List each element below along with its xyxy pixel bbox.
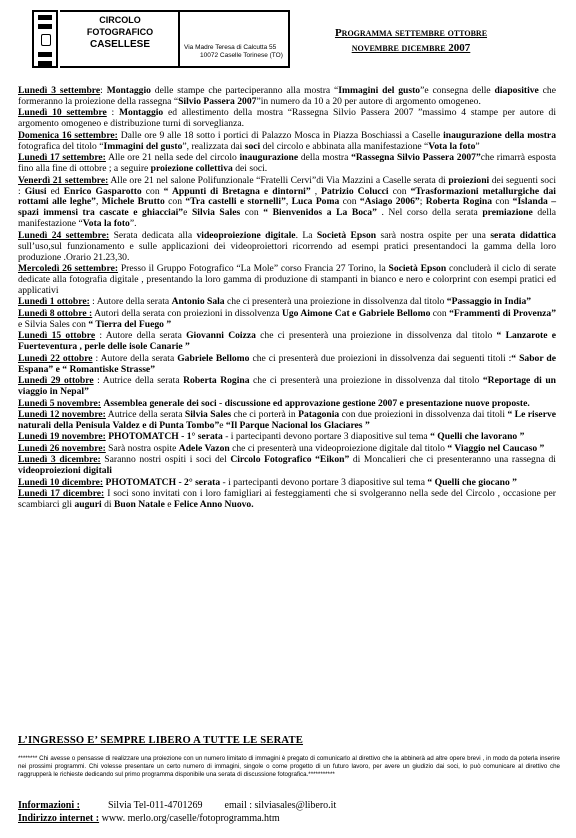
event-date: Lunedì 29 ottobre: [18, 375, 94, 387]
event-text: - i partecipanti devono portare 3 diapositive sul tema: [220, 476, 428, 488]
event-text: di Moncalieri che ci presenteranno una rassegna di: [349, 454, 556, 466]
event-date: Mercoledì 26 settembre:: [18, 263, 119, 275]
contact-info: [18, 800, 336, 825]
event-item: [18, 331, 556, 353]
event-text: diapositive: [494, 85, 539, 96]
event-text: con: [164, 196, 186, 208]
logo-line-1: CIRCOLO: [99, 15, 141, 25]
event-text: Patagonia: [298, 409, 340, 420]
event-text: che ci presenterà una videoproiezione digitale dal titolo: [229, 442, 448, 454]
event-text: fotografica del titolo “: [18, 140, 104, 152]
event-text: auguri: [74, 499, 102, 511]
event-text: che ci presenterà due proiezioni in dissolvenza dai seguenti titoli :: [249, 352, 512, 364]
event-text: ed allestimento della mostra “Rassegna Silvio Passera 2007 ”massimo 4 stampe per autore di argomento omogeneo e distribuzione turni di sorveglianza.: [18, 107, 557, 130]
film-strip-icon: [32, 10, 58, 68]
event-text: PHOTOMATCH - 1° serata: [108, 431, 223, 443]
event-date: Lunedì 17 settembre:: [18, 152, 106, 164]
event-text: che ci presenterà una proiezione in dissolvenza dal titolo: [224, 296, 447, 308]
event-item: [18, 399, 556, 410]
event-text: Sarà nostra ospite: [105, 442, 179, 454]
event-date: Lunedì 5 novembre:: [18, 397, 101, 409]
event-text: Società Epson: [388, 263, 447, 275]
event-text: della manifestazione “: [18, 207, 556, 230]
event-text: Saranno nostri ospiti i soci del: [100, 454, 231, 466]
event-text: ”.: [129, 218, 137, 230]
event-date: Lunedì 10 dicembre:: [18, 476, 104, 488]
event-text: che ci presenterà una proiezione in dissolvenza dal titolo: [249, 375, 483, 387]
event-item: [18, 231, 556, 264]
event-text: Immagini del gusto: [103, 140, 183, 152]
event-text: ”, realizzata dai: [182, 140, 245, 152]
event-text: I soci sono invitati con i loro famigliari ai festeggiamenti che si svolgeranno nella sede del Circolo , occasione per scambiarci gli: [18, 488, 556, 511]
event-item: [18, 176, 556, 231]
event-item: [18, 264, 556, 297]
event-date: Lunedì 3 settembre: [18, 85, 101, 96]
event-item: [18, 444, 556, 455]
info-label: Informazioni :: [18, 800, 80, 811]
event-text: Circolo Fotografico “Eikon”: [230, 454, 350, 466]
event-text: “ Le riserve naturali della Penisula Valdez e di Punta Tombo”: [18, 409, 557, 431]
event-text: proiezione collettiva: [150, 163, 233, 175]
event-text: : Autore della serata: [92, 352, 178, 364]
event-text: che formeranno la proiezione della rassegna “: [18, 85, 556, 107]
event-text: Gabriele Bellomo: [177, 352, 250, 364]
event-text: Serata dedicata alla: [109, 229, 197, 241]
event-date: Lunedì 19 novembre:: [18, 431, 106, 443]
event-text: Buon Natale: [113, 499, 165, 511]
event-text: con: [339, 196, 360, 208]
event-text: “Tra castelli e stornelli”: [185, 196, 286, 208]
header: [26, 6, 556, 74]
event-text: della mostra: [298, 152, 352, 164]
event-text: Montaggio: [106, 85, 151, 96]
event-text: Dalle ore 9 alle 18 sotto i portici di Palazzo Mosca in Piazza Boschiassi a Caselle: [117, 129, 444, 141]
event-text: “Rassegna Silvio Passera 2007”: [351, 152, 481, 164]
event-text: che ci presenterà una proiezione in dissolvenza dal titolo: [255, 330, 497, 342]
event-text: e: [219, 419, 226, 431]
free-entry-notice: L’INGRESSO E’ SEMPRE LIBERO A TUTTE LE SERATE: [18, 735, 304, 746]
event-text: “ Bienvenidos a La Boca”: [263, 207, 377, 219]
event-text: soci: [244, 140, 261, 152]
event-text: Roberta Rogina: [425, 196, 493, 208]
event-text: con: [430, 307, 450, 319]
club-address-city: 10072 Caselle Torinese (TO): [200, 52, 283, 59]
event-text: Enrico Gasparotto: [63, 185, 142, 197]
event-text: sarà nostra ospite per una: [376, 229, 491, 241]
event-text: “ Lanzarote e Fuerteventura , perle delle isole Canarie ”: [18, 330, 556, 353]
event-text: Michele Brutto: [101, 196, 165, 208]
event-text: proiezioni: [448, 174, 490, 186]
logo-line-2: FOTOGRAFICO: [86, 27, 154, 37]
event-date: Lunedì 3 dicembre:: [18, 454, 101, 466]
event-text: “ Tierra del Fuego ”: [88, 318, 172, 330]
event-text: e: [164, 499, 174, 511]
event-text: Roberta Rogina: [183, 375, 250, 387]
event-item: [18, 410, 556, 432]
event-text: Silvio Passera 2007: [178, 95, 257, 107]
event-text: Antonio Sala: [171, 296, 225, 308]
event-text: Presso il Gruppo Fotografico “La Mole” corso Francia 27 Torino, la: [118, 263, 389, 275]
website-link[interactable]: www. merlo.org/caselle/fotoprogramma.htm: [101, 812, 280, 824]
event-text: . Nel corso della serata: [376, 207, 483, 219]
event-date: Lunedì 10 settembre: [18, 107, 107, 119]
event-item: [18, 131, 556, 153]
info-contact: Silvia Tel-011-4701269: [107, 800, 203, 811]
event-item: [18, 86, 556, 108]
club-address-street: Via Madre Teresa di Calcutta 55: [184, 44, 277, 51]
info-email[interactable]: email : silviasales@libero.it: [224, 800, 337, 811]
event-text: Vota la foto: [82, 218, 130, 230]
page-title-line-1: Programma settembre ottobre: [334, 27, 488, 39]
event-item: [18, 376, 556, 398]
event-date: Lunedì 17 dicembre:: [18, 488, 105, 500]
event-item: [18, 478, 556, 489]
logo-line-3: CASELLESE: [89, 39, 150, 50]
event-text: Silvia Sales: [191, 207, 241, 219]
event-text: Montaggio: [118, 107, 164, 119]
event-item: [18, 432, 556, 443]
event-text: dei soci.: [232, 163, 268, 175]
event-text: Giusi: [24, 185, 47, 197]
event-text: ”in numero da 10 a 20 per autore di argomento omogeneo.: [256, 95, 481, 107]
event-text: premiazione: [482, 207, 533, 219]
event-text: Società Epson: [316, 229, 377, 241]
event-text: “ Quelli che giocano ”: [427, 476, 517, 488]
event-item: [18, 489, 556, 511]
event-text: Adele Vazon: [178, 442, 230, 454]
event-text: Giovanni Coizza: [186, 330, 256, 342]
event-text: videoproiezioni digitali: [18, 465, 112, 477]
event-item: [18, 455, 556, 477]
event-date: Domenica 16 settembre:: [18, 129, 118, 141]
event-text: Felice Anno Nuovo.: [173, 499, 254, 511]
event-text: videoproiezione digitale: [196, 229, 296, 241]
event-text: PHOTOMATCH - 2° serata: [105, 476, 221, 488]
event-text: Assemblea generale dei soci - discussione ed approvazione gestione 2007 e presentazione nuove proposte.: [103, 397, 530, 409]
event-text: “ Quelli che lavorano ”: [430, 431, 525, 443]
event-text: “ Sabor de Espana” e “ Romantiske Strasse”: [18, 352, 556, 375]
event-date: Lunedì 1 ottobre:: [18, 296, 90, 308]
event-text: “Passaggio in India”: [446, 296, 532, 308]
event-item: [18, 108, 556, 130]
event-list: [18, 86, 556, 512]
event-text: Alle ore 21 nella sede del circolo: [105, 152, 240, 164]
event-date: Lunedì 15 ottobre: [18, 330, 96, 342]
event-text: Silvia Sales: [184, 409, 232, 420]
event-text: “ Appunti di Bretagna e dintorni”: [163, 185, 311, 197]
event-text: : Autrice della serata: [93, 375, 184, 387]
event-text: con: [141, 185, 164, 197]
event-date: Venerdì 21 settembre:: [18, 174, 109, 186]
event-text: ;: [419, 196, 426, 208]
event-text: e: [183, 207, 192, 219]
event-text: :: [106, 107, 119, 119]
event-text: ,: [310, 185, 322, 197]
site-label: Indirizzo internet :: [18, 812, 100, 824]
event-text: ”: [475, 140, 480, 152]
event-text: Immagini del gusto: [338, 85, 421, 96]
club-logo: [32, 10, 290, 70]
event-text: . La: [295, 229, 317, 241]
event-text: sull’uso,sul funzionamento e sulle applicazioni dei videoproiettori ricorrendo ad esempi pratici presentandoci la gamma della loro produzione .Orario 21.23,30.: [18, 240, 556, 263]
event-text: con: [240, 207, 264, 219]
event-text: Autrice della serata: [105, 409, 185, 420]
event-item: [18, 297, 556, 308]
event-text: - i partecipanti devono portare 3 diapositive sul tema: [222, 431, 431, 443]
event-text: “Trasformazioni metallurgiche dai rottami alle leghe”: [18, 185, 556, 208]
event-text: e Silvia Sales con: [18, 318, 89, 330]
event-item: [18, 309, 556, 331]
event-date: Lunedì 22 ottobre: [18, 352, 93, 364]
event-text: ”e consegna delle: [420, 85, 495, 96]
event-text: del circolo e abbinata alla manifestazione “: [260, 140, 429, 152]
event-text: “Il Parque Nacional los Glaciares ”: [225, 419, 370, 431]
event-date: Lunedì 24 settembre:: [18, 229, 110, 241]
event-text: inaugurazione della mostra: [443, 129, 556, 141]
event-text: Patrizio Colucci: [321, 185, 389, 197]
event-date: Lunedì 8 ottobre :: [18, 307, 93, 319]
event-text: : Autore della serata: [95, 330, 187, 342]
event-text: con: [388, 185, 411, 197]
event-text: che rimarrà esposta fino alla fine di ottobre ; a seguire: [18, 152, 556, 175]
event-item: [18, 354, 556, 376]
event-text: “Frammenti di Provenza”: [449, 307, 557, 319]
event-text: ed: [46, 185, 64, 197]
event-text: con: [492, 196, 513, 208]
event-text: concluderà il ciclo di serate dedicate alla fotografia digitale , presentando la loro gamma di produzione di stampanti in bianco e nero e colorprint con esempi pratici ed applicativi: [18, 263, 556, 296]
event-text: serata didattica: [490, 229, 556, 241]
event-text: Alle ore 21 nel salone Polifunzionale “Fratelli Cervi”di Via Mazzini a Caselle serata di: [108, 174, 449, 186]
event-text: “Reportage di un viaggio in Nepal”: [18, 375, 556, 397]
event-text: :: [100, 85, 107, 96]
event-text: Autori della serata con proiezioni in dissolvenza: [92, 307, 282, 319]
page-title-line-2: novembre dicembre 2007: [351, 42, 471, 54]
event-text: “ Viaggio nel Caucaso ”: [447, 442, 545, 454]
event-text: Luca Poma: [291, 196, 340, 208]
event-text: “Asiago 2006”: [359, 196, 420, 208]
event-date: Lunedì 26 novembre:: [18, 442, 106, 454]
event-text: delle stampe che parteciperanno alla mostra “: [150, 85, 339, 96]
event-date: Lunedì 12 novembre:: [18, 409, 106, 420]
event-text: : Autore della serata: [89, 296, 172, 308]
event-text: ,: [285, 196, 292, 208]
event-text: inaugurazione: [239, 152, 299, 164]
event-text: Vota la foto: [428, 140, 476, 152]
page-title: [296, 26, 526, 56]
event-text: ,: [95, 196, 102, 208]
event-text: dei seguenti soci :: [18, 174, 556, 197]
event-text: che ci porterà in: [231, 409, 299, 420]
footnote: ******** Chi avesse o pensasse di realizzare una proiezione con un numero limitato di immagini è pregato di comunicarlo al direttivo che la abbinerà ad altre opere brevi , in modo da poterla inserire nei prossimi programmi. Chi volesse presentare un certo numero di immagini, singole o come progetto di un futuro lavoro, per avere un giudizio dai soci, lo può comunicare al direttivo che raggrupperà le richieste dedicando sul primo programma disponibile una serata di discussione fotografica.***********: [18, 755, 560, 779]
event-text: con due proiezioni in dissolvenza dai titoli: [339, 409, 508, 420]
event-text: Ugo Aimone Cat e Gabriele Bellomo: [281, 307, 431, 319]
event-item: [18, 153, 556, 175]
event-text: di: [101, 499, 114, 511]
event-text: “Islanda – spazi immensi tra cascate e ghiacciai”: [18, 196, 556, 219]
